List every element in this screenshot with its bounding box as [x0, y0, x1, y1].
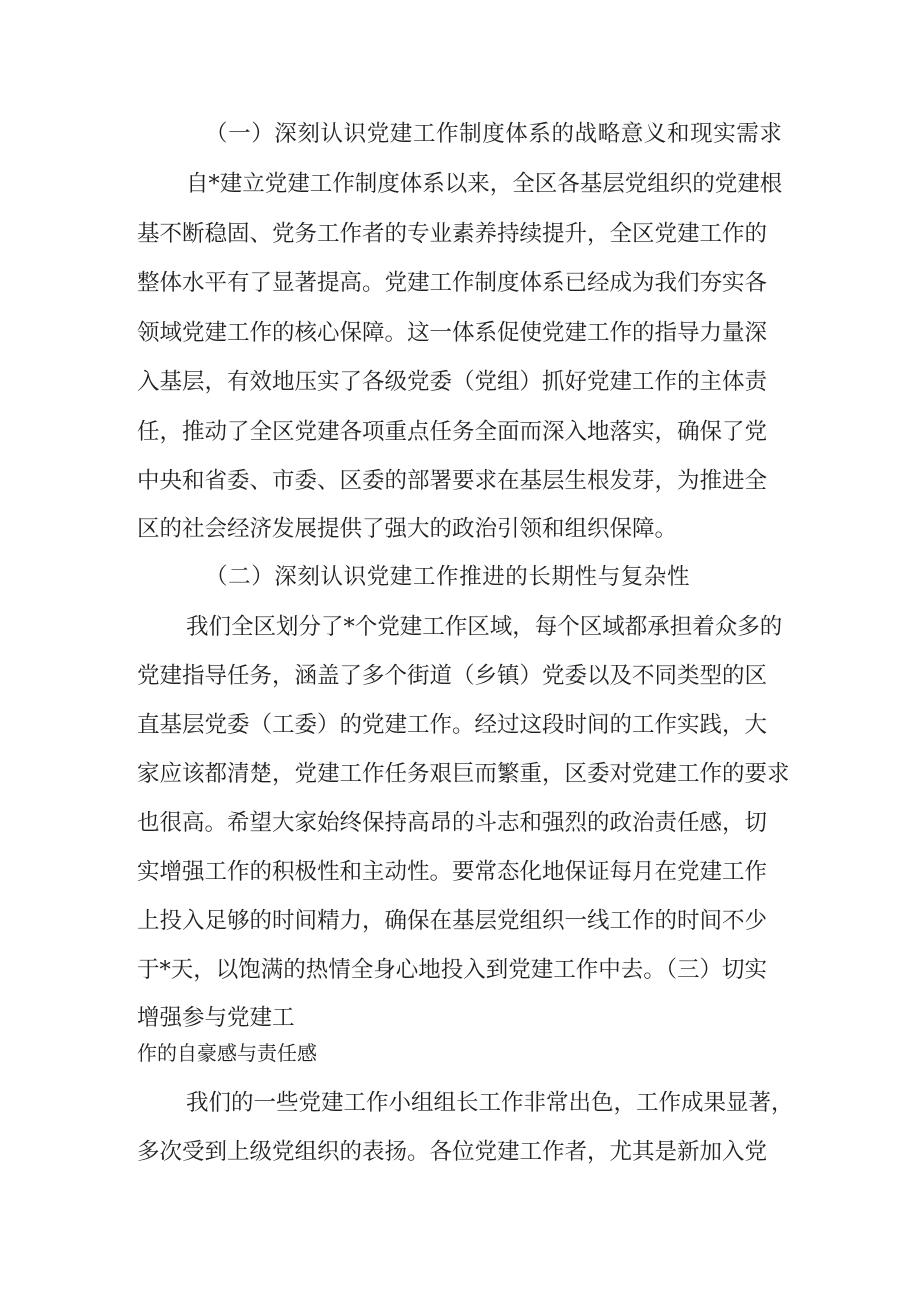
section3-heading-tail: 作的自豪感与责任感 [137, 1041, 317, 1065]
paragraph-line: 多次受到上级党组织的表扬。各位党建工作者，尤其是新加入党 [137, 1139, 768, 1165]
paragraph-line: 我们全区划分了*个党建工作区域，每个区域都承担着众多的 [186, 614, 783, 640]
paragraph-line: 直基层党委（工委）的党建工作。经过这段时间的工作实践，大 [137, 712, 768, 738]
paragraph-line: 中央和省委、市委、区委的部署要求在基层生根发芽，为推进全 [137, 468, 768, 494]
paragraph-line: 基不断稳固、党务工作者的专业素养持续提升，全区党建工作的 [137, 221, 768, 247]
paragraph-line: 党建指导任务，涵盖了多个街道（乡镇）党委以及不同类型的区 [137, 663, 768, 689]
paragraph-line: 自*建立党建工作制度体系以来，全区各基层党组织的党建根 [186, 171, 783, 197]
paragraph-line: 实增强工作的积极性和主动性。要常态化地保证每月在党建工作 [137, 859, 768, 885]
paragraph-line: 也很高。希望大家始终保持高昂的斗志和强烈的政治责任感，切 [137, 810, 768, 836]
paragraph-line: 区的社会经济发展提供了强大的政治引领和组织保障。 [137, 516, 678, 542]
paragraph-line: 于*天，以饱满的热情全身心地投入到党建工作中去。（三）切实 [137, 957, 768, 983]
paragraph-line: 上投入足够的时间精力，确保在基层党组织一线工作的时间不少 [137, 908, 768, 934]
paragraph-line: 整体水平有了显著提高。党建工作制度体系已经成为我们夯实各 [137, 270, 768, 296]
paragraph-line: 家应该都清楚，党建工作任务艰巨而繁重，区委对党建工作的要求 [137, 761, 790, 787]
section1-heading: （一）深刻认识党建工作制度体系的战略意义和现实需求 [205, 121, 783, 147]
paragraph-line: 任，推动了全区党建各项重点任务全面而深入地落实，确保了党 [137, 419, 768, 445]
paragraph-line: 领域党建工作的核心保障。这一体系促使党建工作的指导力量深 [137, 320, 768, 346]
paragraph-line: 我们的一些党建工作小组组长工作非常出色，工作成果显著， [186, 1090, 794, 1116]
paragraph-line: 增强参与党建工 [137, 1005, 295, 1031]
section2-heading: （二）深刻认识党建工作推进的长期性与复杂性 [205, 564, 691, 590]
paragraph-line: 入基层，有效地压实了各级党委（党组）抓好党建工作的主体责 [137, 369, 768, 395]
